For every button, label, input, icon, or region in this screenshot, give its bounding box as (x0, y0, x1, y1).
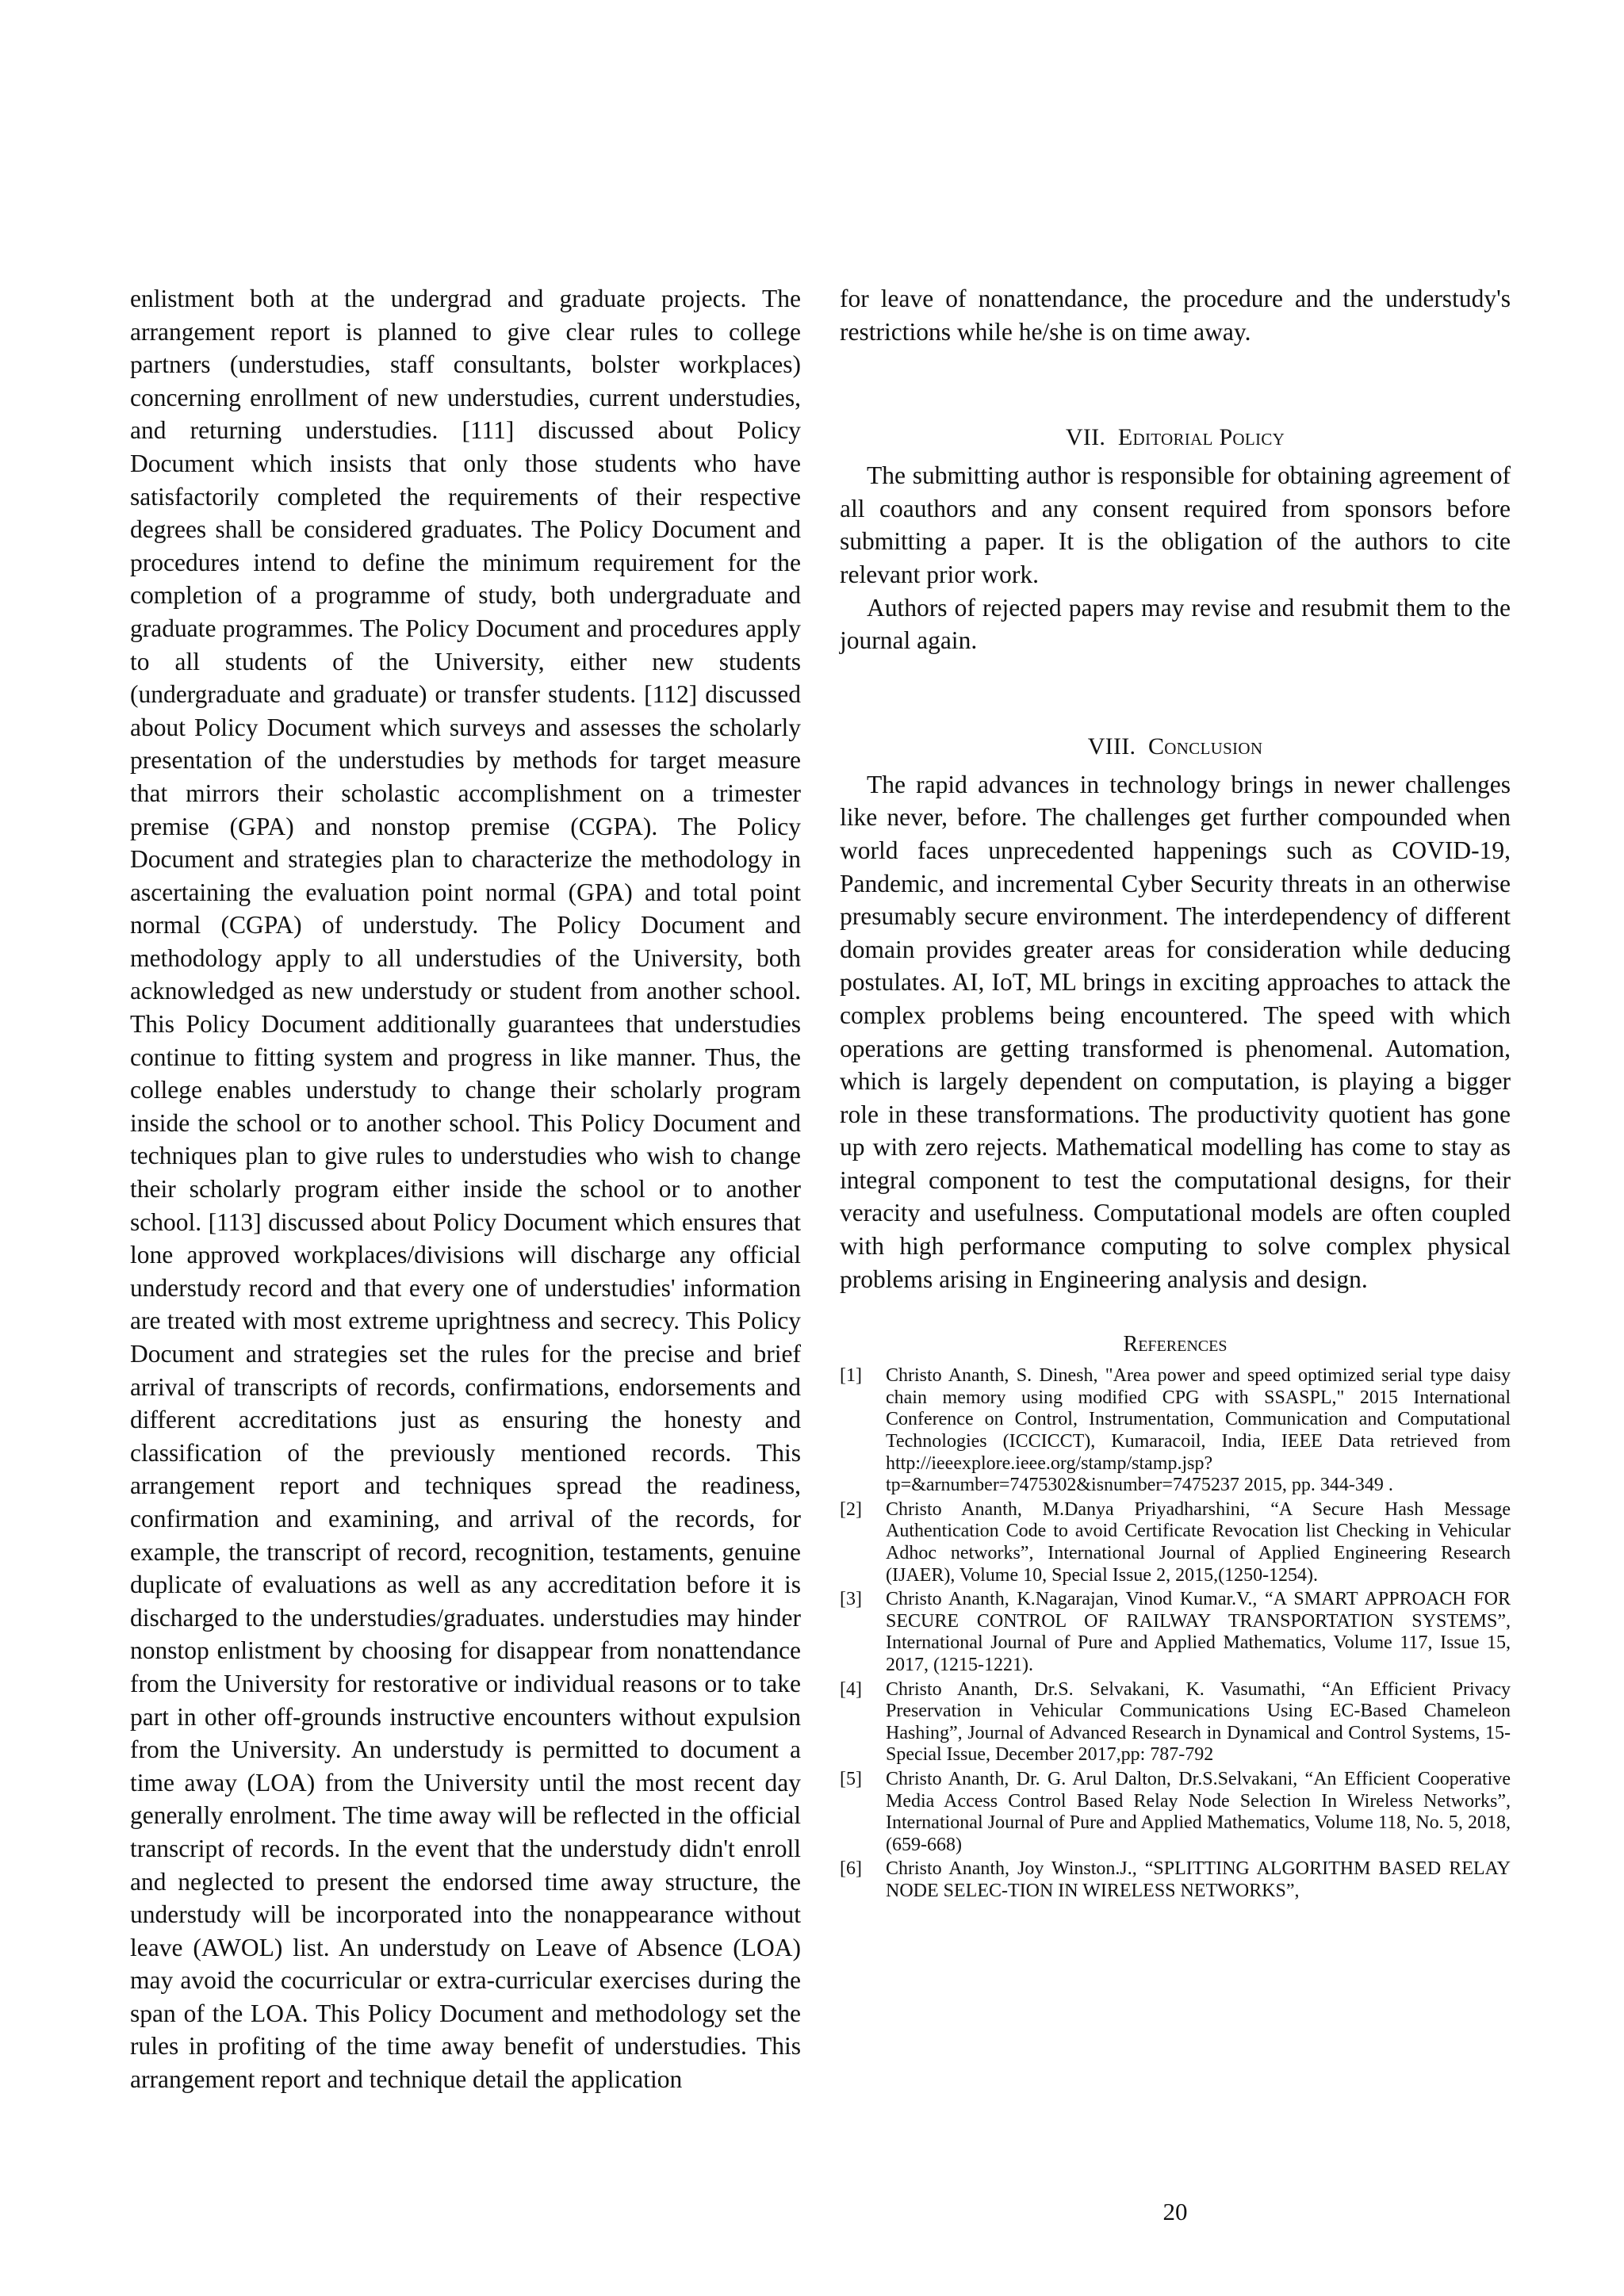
body-paragraph: enlistment both at the undergrad and graduate projects. The arrangement report is planned to give clear rules to college partners (understudies, staff consultants, bolster workplaces) concerning enrollment of new understudies, current understudies, and returning understudies. [111] discussed about Policy Document which insists that only those students who have satisfactorily completed the requirements of their respective degrees shall be considered graduates. The Policy Document and procedures intend to define the minimum requirement for the completion of a programme of study, both undergraduate and graduate programmes. The Policy Document and procedures apply to all students of the University, either new students (undergraduate and graduate) or transfer students. [112] discussed about Policy Document which surveys and assesses the scholarly presentation of the understudies by methods for target measure that mirrors their scholastic accomplishment on a trimester premise (GPA) and nonstop premise (CGPA). The Policy Document and strategies plan to characterize the methodology in ascertaining the evaluation point normal (GPA) and total point normal (CGPA) of understudy. The Policy Document and methodology apply to all understudies of the University, both acknowledged as new understudy or student from another school. This Policy Document additionally guarantees that understudies continue to fitting system and progress in like manner. Thus, the college enables understudy to change their scholarly program inside the school or to another school. This Policy Document and techniques plan to give rules to understudies who wish to change their scholarly program either inside the school or to another school. [113] discussed about Policy Document which ensures that lone approved workplaces/divisions will discharge any official understudy record and that every one of understudies' information are treated with most extreme uprightness and secrecy. This Policy Document and strategies set the rules for the precise and brief arrival of transcripts of records, confirmations, endorsements and different accreditations just as ensuring the honesty and classification of the previously mentioned records. This arrangement report and techniques spread the readiness, confirmation and examining, and arrival of the records, for example, the transcript of record, recognition, testaments, genuine duplicate of evaluations as well as any accreditation before it is discharged to the understudies/graduates. understudies may hinder nonstop enlistment by choosing for disappear from nonattendance from the University for restorative or individual reasons or to take part in other off-grounds instructive encounters without expulsion from the University. An understudy is permitted to document a time away (LOA) from the University until the most recent day generally enrolment. The time away will be reflected in the official transcript of records. In the event that the understudy didn't enroll and neglected to present the endorsed time away structure, the understudy will be incorporated into the nonappearance without leave (AWOL) list. An understudy on Leave of Absence (LOA) may avoid the cocurricular or extra-curricular exercises during the span of the LOA. This Policy Document and methodology set the rules in profiting of the time away benefit of understudies. This arrangement report and technique detail the application (130, 285, 801, 2094)
section-heading-editorial-policy (840, 424, 1511, 451)
reference-item (840, 1589, 1511, 1676)
section-title: Editorial Policy (1117, 424, 1285, 451)
reference-number: [6] (840, 1858, 862, 1880)
section-heading-conclusion (840, 733, 1511, 760)
left-column (130, 282, 801, 2096)
continued-paragraph: for leave of nonattendance, the procedure and the understudy's restrictions while he/she is on time away. (840, 285, 1511, 346)
reference-text: Christo Ananth, Dr. G. Arul Dalton, Dr.S.Selvakani, “An Efficient Cooperative Media Access Control Based Relay Node Selection In Wireless Networks”, International Journal of Pure and Applied Mathematics, Volume 118, No. 5, 2018,(659-668) (886, 1768, 1511, 1855)
editorial-paragraph-1: The submitting author is responsible for obtaining agreement of all coauthors and any consent required from sponsors before submitting a paper. It is the obligation of the authors to cite relevant prior work. (840, 461, 1511, 588)
reference-item (840, 1858, 1511, 1902)
reference-item (840, 1499, 1511, 1586)
reference-item (840, 1679, 1511, 1766)
conclusion-paragraph: The rapid advances in technology brings in newer challenges like never, before. The challenges get further compounded when world faces unprecedented happenings such as COVID-19, Pandemic, and incremental Cyber Security threats in an otherwise presumably secure environment. The interdependency of different domain provides greater areas for consideration while deducing postulates. AI, IoT, ML brings in exciting approaches to attack the complex problems being encountered. The speed with which operations are getting transformed is phenomenal. Automation, which is largely dependent on computation, is playing a bigger role in these transformations. The productivity quotient has gone up with zero rejects. Mathematical modelling has come to stay as integral component to test the computational designs, for their veracity and usefulness. Computational models are often coupled with high performance computing to solve complex physical problems arising in Engineering analysis and design. (840, 770, 1511, 1293)
reference-item (840, 1365, 1511, 1497)
reference-text: Christo Ananth, S. Dinesh, "Area power and speed optimized serial type daisy chain memory using modified CPG with SSASPL," 2015 International Conference on Control, Instrumentation, Communication and Computational Technologies (ICCICCT), Kumaracoil, India, IEEE Data retrieved from http://ieeexplore.ieee.org/stamp/stamp.jsp?tp=&arnumber=7475302&isnumber=7475237 2015, pp. 344-349 . (886, 1365, 1511, 1496)
section-title: Conclusion (1147, 733, 1263, 760)
reference-text: Christo Ananth, M.Danya Priyadharshini, “A Secure Hash Message Authentication Code to avoid Certificate Revocation list Checking in Vehicular Adhoc networks”, International Journal of Applied Engineering Research (IJAER), Volume 10, Special Issue 2, 2015,(1250-1254). (886, 1498, 1511, 1586)
right-column (840, 282, 1511, 1905)
reference-number: [4] (840, 1678, 862, 1700)
reference-number: [5] (840, 1768, 862, 1789)
editorial-paragraph-2: Authors of rejected papers may revise and resubmit them to the journal again. (840, 593, 1511, 655)
reference-text: Christo Ananth, Joy Winston.J., “SPLITTING ALGORITHM BASED RELAY NODE SELEC-TION IN WIRELESS NETWORKS”, (886, 1858, 1511, 1901)
reference-list (840, 1365, 1511, 1902)
section-number: VII. (1065, 424, 1106, 451)
reference-text: Christo Ananth, K.Nagarajan, Vinod Kumar.V., “A SMART APPROACH FOR SECURE CONTROL OF RAILWAY TRANSPORTATION SYSTEMS”, International Journal of Pure and Applied Mathematics, Volume 117, Issue 15, 2017, (1215-1221). (886, 1589, 1511, 1675)
reference-item (840, 1769, 1511, 1856)
reference-number: [2] (840, 1498, 862, 1520)
page-number: 20 (1162, 2198, 1188, 2225)
reference-number: [1] (840, 1365, 862, 1387)
reference-text: Christo Ananth, Dr.S. Selvakani, K. Vasumathi, “An Efficient Privacy Preservation in Vehicular Communications Using EC-Based Chameleon Hashing”, Journal of Advanced Research in Dynamical and Control Systems, 15-Special Issue, December 2017,pp: 787-792 (886, 1678, 1511, 1766)
section-number: VIII. (1087, 733, 1136, 760)
reference-number: [3] (840, 1589, 862, 1610)
references-heading: References (1123, 1332, 1228, 1357)
